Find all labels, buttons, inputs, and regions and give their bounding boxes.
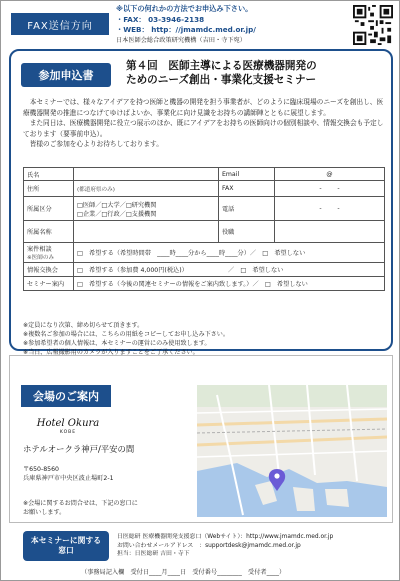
name-field[interactable] xyxy=(74,168,219,181)
intro-paragraph-2: また同日は、医療機器開発に役立つ展示のほか、既にアイデアをお持ちの医師向けの個別相談や、情報交換会も予定しております（要事前申込）。 xyxy=(23,119,384,138)
submission-instruction: ※以下の何れかの方法でお申込み下さい。 xyxy=(116,4,253,13)
consultation-sub-label: ※医師のみ xyxy=(27,255,55,261)
note-item: ※当日、広報撮影用のカメラが入りますことをご了承ください。 xyxy=(23,349,199,357)
contact-info xyxy=(117,533,397,559)
name-label: 氏名 xyxy=(24,168,74,181)
contact-website[interactable]: 日医総研 医療機器開発支援窓口（Webサイト）：http://www.jmamdc.med.or.jp xyxy=(117,534,334,540)
note-item: ※定員になり次第、締め切らせて頂きます。 xyxy=(23,322,144,329)
exchange-meeting-label: 情報交換会 xyxy=(24,263,74,277)
affiliation-type-options[interactable] xyxy=(74,197,219,221)
contact-tag-line2: 窓口 xyxy=(58,546,74,555)
email-field[interactable] xyxy=(275,168,385,181)
organization-name-field[interactable] xyxy=(74,221,219,243)
web-row xyxy=(116,25,346,36)
email-at-sign: @ xyxy=(326,170,333,178)
address-field[interactable] xyxy=(74,181,219,197)
phone-dash-2: - xyxy=(337,205,340,212)
organization-name-label: 所属名称 xyxy=(24,221,74,243)
qr-code-icon xyxy=(353,5,393,45)
phone-dash-1: - xyxy=(319,205,322,212)
office-use-field: （事務局記入欄 受付日____月____日 受付番号________ 受付者____） xyxy=(81,569,286,576)
seminar-title xyxy=(126,59,391,87)
contact-email[interactable]: お問い合わせメールアドレス ：supportdesk@jmamdc.med.or.jp xyxy=(117,542,301,549)
address-note: (都道府県のみ) xyxy=(77,186,115,193)
contact-person: 担当：日医総研 吉田・寺下 xyxy=(117,551,190,558)
fax-field[interactable] xyxy=(275,181,385,197)
intro-paragraph-1: 本セミナーでは、様々なアイデアを持つ医師と機器の開発を担う事業者が、どのように臨床現場のニーズを創出し、医療機器開発の推進につなげてゆけばよいか、事業化に向け見識をお持ちの講師陣とともに展望します。 xyxy=(23,98,384,117)
fax-label: ・FAX： xyxy=(116,14,146,24)
venue-tag: 会場のご案内 xyxy=(21,385,111,407)
exchange-meeting-options[interactable]: □ 希望する（参加費 4,000円(税込)） ／ □ 希望しない xyxy=(74,263,385,277)
hotel-name: ホテルオークラ神戸/平安の間 xyxy=(23,444,135,454)
contact-tag-line1: 本セミナーに関する xyxy=(30,536,102,545)
submission-methods xyxy=(116,4,346,46)
fax-row xyxy=(116,15,346,26)
application-form-tag: 参加申込書 xyxy=(21,63,111,87)
web-link[interactable]: http：//jmamdc.med.or.jp/ xyxy=(151,25,256,34)
fax-field-label: FAX xyxy=(219,181,275,197)
street-address: 兵庫県神戸市中央区波止場町2-1 xyxy=(23,475,114,482)
affiliation-options-line1[interactable]: □医師／□大学／□研究機関 xyxy=(77,201,157,209)
address-label: 住所 xyxy=(24,181,74,197)
contact-window-tag xyxy=(23,531,109,561)
web-label: ・WEB： xyxy=(116,25,149,34)
consultation-label-text: 案件相談 xyxy=(27,246,52,253)
phone-field[interactable] xyxy=(275,197,385,221)
venue-note-line1: ※会場に関するお問合せは、下記の窓口に xyxy=(23,500,138,507)
intro-paragraph-3: 皆様のご参加を心よりお待ちしております。 xyxy=(29,140,163,149)
notes-list xyxy=(23,321,385,357)
organization-name: 日本医師会総合政策研究機構（吉田・寺下宛） xyxy=(116,36,246,44)
seminar-info-label: セミナー案内 xyxy=(24,277,74,291)
venue-inquiry-note xyxy=(23,499,183,517)
fax-dash-1: - xyxy=(319,185,322,192)
venue-map xyxy=(197,385,387,517)
position-field[interactable] xyxy=(275,221,385,243)
fax-destination-tag: FAX送信方向 xyxy=(11,13,109,35)
hotel-okura-logo xyxy=(29,418,107,438)
affiliation-options-line2[interactable]: □企業／□行政／□支援機関 xyxy=(77,210,157,218)
note-item: ※参加希望者の個人情報は、本セミナーの運営にのみ使用致します。 xyxy=(23,340,211,348)
venue-address xyxy=(23,465,114,483)
phone-label: 電話 xyxy=(219,197,275,221)
note-item: ※複数名ご参加の場合には、こちらの用紙をコピーしてお申し込み下さい。 xyxy=(23,331,229,339)
consultation-label xyxy=(24,243,74,263)
logo-sub: KOBE xyxy=(59,430,77,435)
seminar-title-line2: ためのニーズ創出・事業化支援セミナー xyxy=(126,74,317,86)
venue-note-line2: お願いします。 xyxy=(23,509,66,516)
fax-dash-2: - xyxy=(337,185,340,192)
postal-code: 〒650-8560 xyxy=(23,466,59,473)
application-form-table xyxy=(23,167,385,291)
seminar-info-options[interactable]: □ 希望する（今後の関連セミナーの情報をご案内致します。）／ □ 希望しない xyxy=(74,277,385,291)
email-label: Email xyxy=(219,168,275,181)
seminar-title-line1: 第４回 医師主導による医療機器開発の xyxy=(126,60,317,72)
seminar-intro xyxy=(23,97,385,150)
consultation-options[interactable]: □ 希望する（希望時間帯 ____時____分から____時____分）／ □ 希望しない xyxy=(74,243,385,263)
position-label: 役職 xyxy=(219,221,275,243)
fax-number: 03-3946-2138 xyxy=(148,14,205,24)
affiliation-type-label: 所属区分 xyxy=(24,197,74,221)
logo-text: Hotel Okura xyxy=(36,418,100,429)
